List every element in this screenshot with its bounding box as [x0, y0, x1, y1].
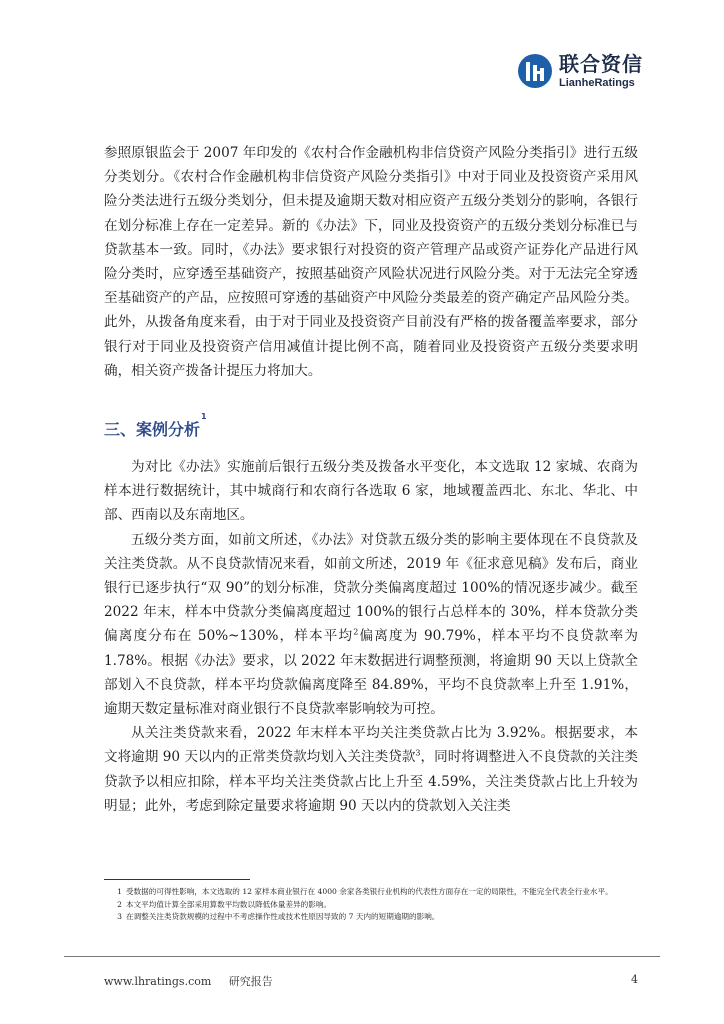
company-logo — [517, 53, 643, 89]
paragraph-1: 参照原银监会于 2007 年印发的《农村合作金融机构非信贷资产风险分类指引》进行五级分类划分。《农村合作金融机构非信贷资产风险分类指引》中对于同业及投资资产采用风险分类法进行五级分类划分，但未提及逾期天数对相应资产五级分类划分的影响，各银行在划分标准上存在一定差异。新的《办法》下，同业及投资资产的五级分类划分标准已与贷款基本一致。同时，《办法》要求银行对投资的资产管理产品或资产证券化产品进行风险分类时，应穿透至基础资产，按照基础资产风险状况进行风险分类。对于无法完全穿透至基础资产的产品，应按照可穿透的基础资产中风险分类最差的资产确定产品风险分类。此外，从拨备角度来看，由于对于同业及投资资产目前没有严格的拨备覆盖率要求，部分银行对于同业及投资资产信用减值计提比例不高，随着同业及投资资产五级分类要求明确，相关资产拨备计提压力将加大。 — [104, 145, 638, 379]
page-footer — [104, 973, 638, 989]
footnote-2 — [104, 899, 638, 912]
footer-website[interactable]: www.lhratings.com — [104, 975, 212, 988]
footnote-text: 本文平均值计算全部采用算数平均数以降低体量差异的影响。 — [126, 899, 332, 909]
paragraph-4-part-b: ，同时将调整进入不良贷款的关注类贷款予以相应扣除，样本平均关注类贷款占比上升至 4.59%，关注类贷款占比上升较为明显；此外，考虑到除定量要求将逾期 90 天以内的贷款划入关注类 — [104, 749, 639, 814]
section-title: 三、案例分析 1 — [104, 412, 207, 439]
paragraph-3 — [104, 528, 638, 722]
lianhe-logo-icon — [517, 53, 553, 89]
paragraph-1-block — [104, 141, 638, 383]
paragraph-4 — [104, 721, 638, 818]
footnote-ref-3[interactable]: 3 — [415, 748, 421, 758]
footnote-divider — [104, 879, 250, 880]
footnote-number: 1 — [117, 887, 122, 896]
footer-divider — [64, 956, 660, 957]
footnotes — [104, 886, 638, 924]
logo-english-name: LianheRatings — [559, 76, 635, 89]
footnote-ref-2[interactable]: 2 — [353, 627, 359, 637]
footnote-number: 2 — [117, 899, 122, 909]
paragraph-2: 为对比《办法》实施前后银行五级分类及拨备水平变化，本文选取 12 家城、农商为样本进行数据统计，其中城商行和农商行各选取 6 家，地域覆盖西北、东北、华北、中部、西南以及东南地区。 — [104, 459, 638, 524]
page-number: 4 — [631, 973, 638, 986]
footnote-text: 受数据的可得性影响，本文选取的 12 家样本商业银行在 4000 余家各类银行业机构的代表性方面存在一定的局限性，不能完全代表全行业水平。 — [126, 887, 613, 896]
footnote-1 — [104, 886, 638, 899]
paragraph-3-part-a: 五级分类方面，如前文所述，《办法》对贷款五级分类的影响主要体现在不良贷款及关注类贷款。从不良贷款情况来看，如前文所述，2019 年《征求意见稿》发布后，商业银行已逐步执行“双 90”的划分标准，贷款分类偏离度超过 100%的情况逐步减少。截至 2022 年末，样本中贷款分类偏离度超过 100%的银行占总样本的 30%，样本贷款分类偏离度分布在 50%~130%，样本平均 — [104, 531, 638, 645]
paragraph-4-part-a: 从关注类贷款来看，2022 年末样本平均关注类贷款占比为 3.92%。根据要求，本文将逾期 90 天以内的正常类贷款均划入关注类贷款 — [104, 725, 638, 766]
logo-chinese-name: 联合资信 — [559, 51, 643, 76]
footnote-3 — [104, 911, 638, 924]
footnote-number: 3 — [117, 912, 122, 921]
paragraph-3-part-b: 偏离度为 90.79%，样本平均不良贷款率为 1.78%。根据《办法》要求，以 2022 年末数据进行调整预测，将逾期 90 天以上贷款全部划入不良贷款，样本平均贷款偏离度降至 84.89%，平均不良贷款率上升至 1.91%，逾期天数定量标准对商业银行不良贷款率影响较为可控。 — [104, 628, 638, 718]
section-title-text: 三、案例分析 — [104, 420, 201, 439]
case-analysis-block — [104, 455, 638, 818]
footnote-text: 在调整关注类贷款规模的过程中不考虑操作性或技术性原因导致的 7 天内的短期逾期的影响。 — [126, 912, 440, 921]
footer-doc-type: 研究报告 — [228, 975, 273, 988]
